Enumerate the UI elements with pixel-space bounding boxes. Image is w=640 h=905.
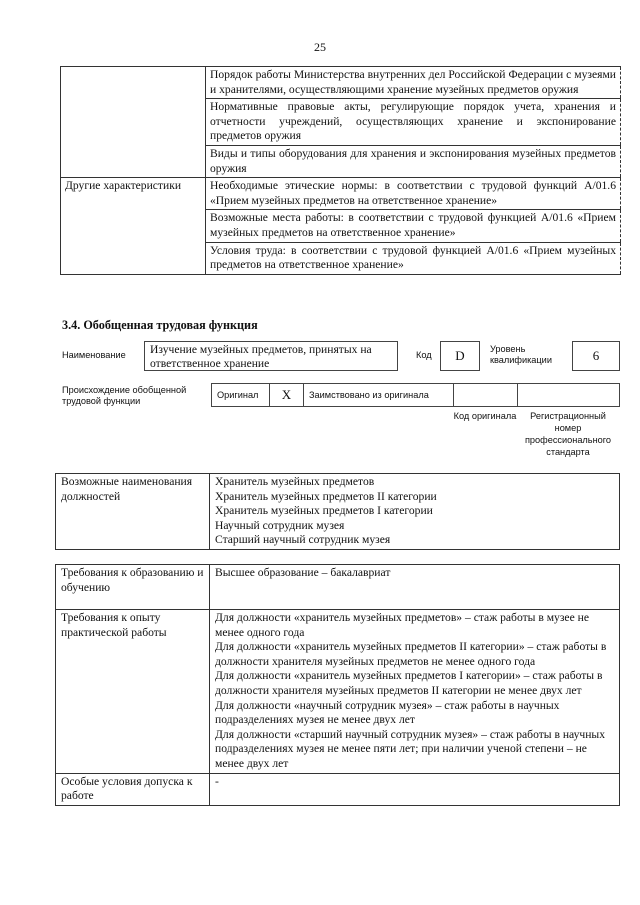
empty-label-cell [61,99,206,146]
origin-row [211,383,620,407]
page-number: 25 [314,40,326,54]
positions-list [210,474,620,550]
positions-label: Возможные наименования должностей [56,474,210,550]
original-label: Оригинал [212,384,270,406]
position-item: Старший научный сотрудник музея [215,533,391,547]
original-code-caption: Код оригинала [453,411,517,421]
experience-item: Для должности «научный сотрудник музея» – стаж работы в научных подразделениях музея не менее двух лет [215,698,560,727]
experience-item: Для должности «старший научный сотрудник музея» – стаж работы в научных подразделениях музея не менее пяти лет; при наличии ученой степени – не менее двух лет [215,727,606,770]
level-value: 6 [572,341,620,371]
empty-label-cell [61,67,206,99]
other-characteristics-label: Другие характеристики [61,178,206,210]
origin-label: Происхождение обобщенной трудовой функции [62,385,187,406]
positions-table [55,473,620,550]
empty-label-cell [61,210,206,242]
position-item: Хранитель музейных предметов I категории [215,504,433,518]
section-title: 3.4. Обобщенная трудовая функция [62,318,258,332]
characteristic-row: Возможные места работы: в соответствии с трудовой функцией А/01.6 «Прием музейных предметов на ответственное хранение» [206,210,621,242]
experience-item: Для должности «хранитель музейных предметов II категории» – стаж работы в должности хранителя музейных предметов не менее одного года [215,640,607,668]
education-label: Требования к образованию и обучению [56,565,210,610]
experience-item: Для должности «хранитель музейных предметов I категории» – стаж работы в должности хранителя музейных предметов II категории не менее двух лет [215,669,603,697]
position-item: Хранитель музейных предметов [215,475,375,488]
requirements-table [55,564,620,806]
borrowed-label: Заимствовано из оригинала [304,384,454,406]
position-item: Хранитель музейных предметов II категории [215,489,437,503]
registration-number-cell [518,384,619,406]
experience-list [210,610,620,774]
original-mark: X [270,384,304,406]
level-label: Уровень квалификации [490,344,552,365]
empty-label-cell [61,145,206,177]
function-name-label: Наименование [62,350,126,360]
empty-label-cell [61,242,206,274]
requirement-row: Порядок работы Министерства внутренних дел Российской Федерации с музеями и хранителями, осуществляющими хранение музейных предметов оружия [206,67,621,99]
function-name-value: Изучение музейных предметов, принятых на ответственное хранение [144,341,398,371]
characteristic-row: Необходимые этические нормы: в соответствии с трудовой функций А/01.6 «Прием музейных предметов на ответственное хранение» [206,178,621,210]
experience-item: Для должности «хранитель музейных предметов» – стаж работы в музее не менее одного года [215,611,589,639]
education-value: Высшее образование – бакалавриат [210,565,620,610]
experience-label: Требования к опыту практической работы [56,610,210,774]
original-code-cell [454,384,518,406]
characteristic-row: Условия труда: в соответствии с трудовой функцией А/01.6 «Прием музейных предметов на ответственное хранение» [206,242,621,274]
requirement-row: Нормативные правовые акты, регулирующие порядок учета, хранения и отчетности учреждений, осуществляющих хранение и экспонирование предметов оружия [206,99,621,146]
special-conditions-label: Особые условия допуска к работе [56,773,210,805]
code-value: D [440,341,480,371]
position-item: Научный сотрудник музея [215,518,345,532]
code-label: Код [416,350,432,360]
characteristics-table [60,66,621,275]
requirement-row: Виды и типы оборудования для хранения и экспонирования музейных предметов оружия [206,145,621,177]
special-conditions-value: - [210,773,620,805]
registration-number-caption: Регистрационный номер профессионального стандарта [524,411,612,457]
